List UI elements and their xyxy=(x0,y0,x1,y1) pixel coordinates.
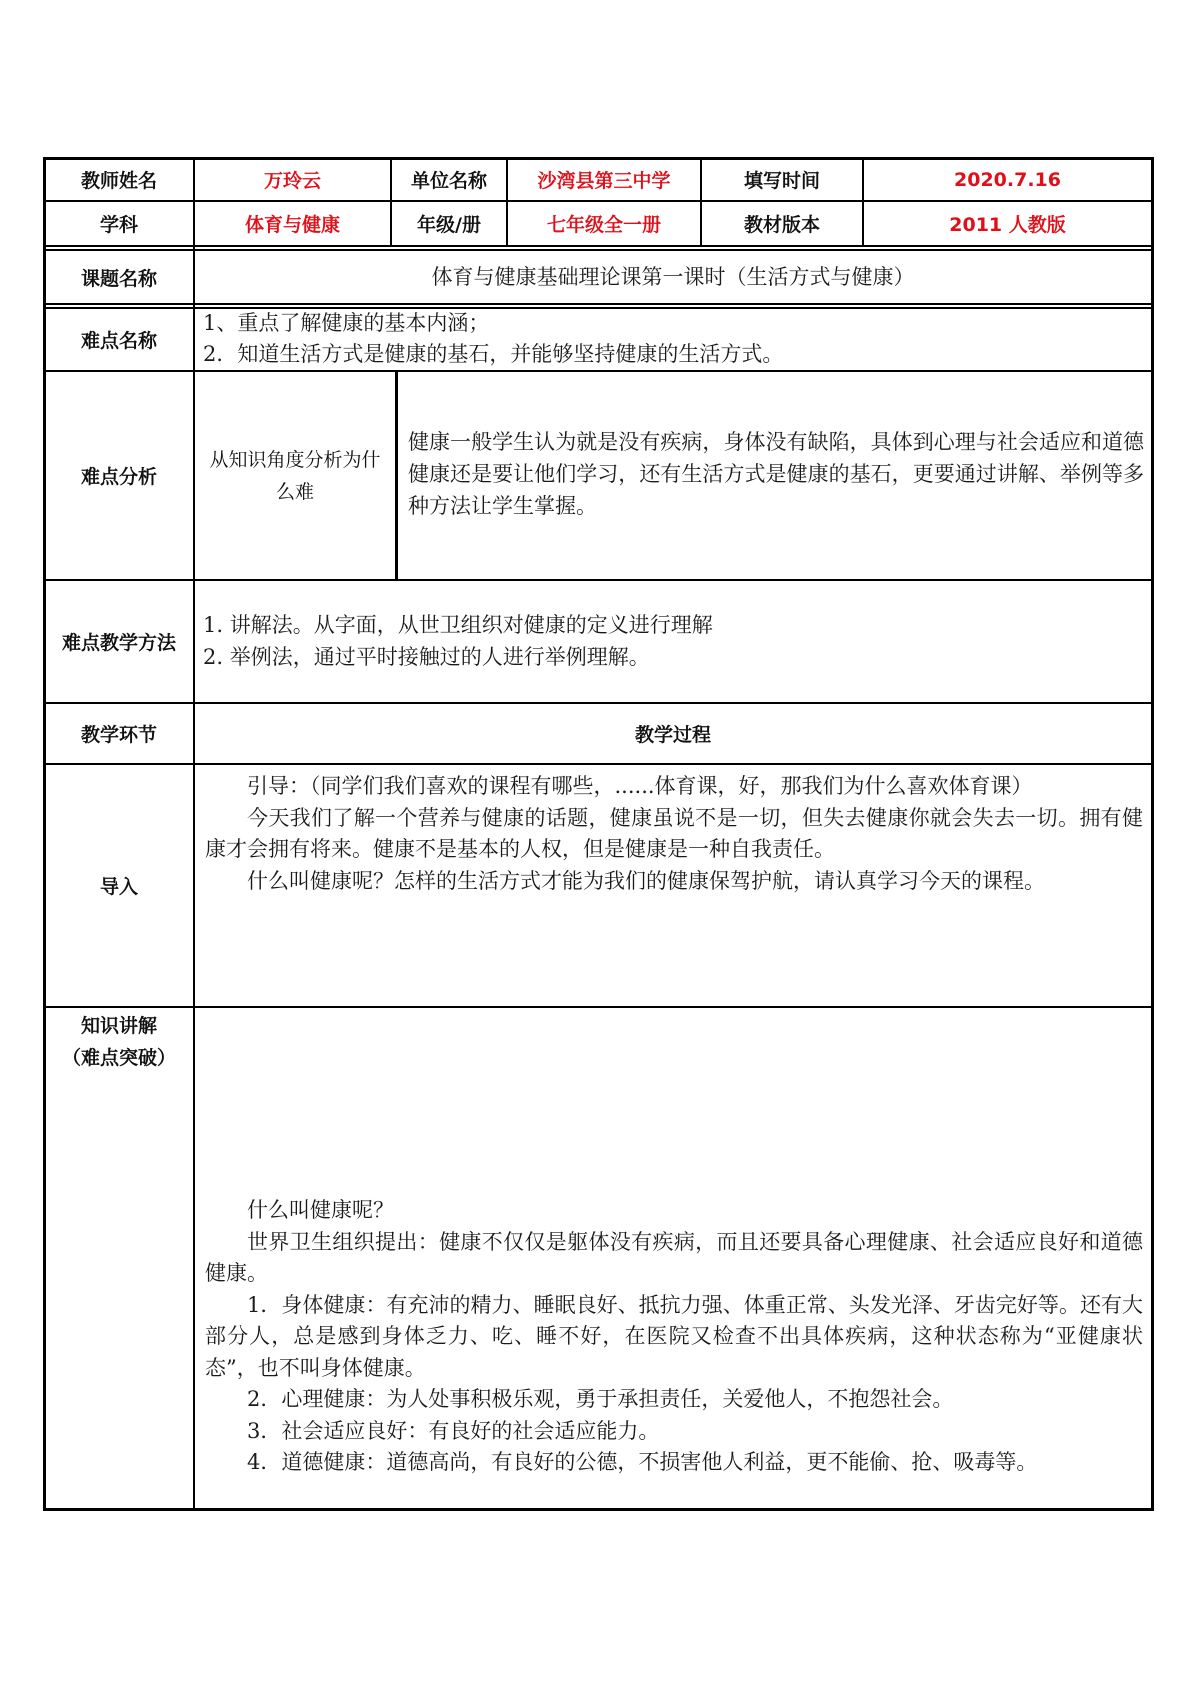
row-divider xyxy=(43,1006,1154,1008)
row-divider xyxy=(43,245,1154,247)
process-step-label: 教学环节 xyxy=(80,724,157,746)
method-item: 1. 讲解法。从字面，从世卫组织对健康的定义进行理解 xyxy=(203,613,713,637)
knowledge-paragraph: 4．道德健康：道德高尚，有良好的公德，不损害他人利益，更不能偷、抢、吸毒等。 xyxy=(247,1450,1038,1474)
knowledge-paragraph: 1．身体健康：有充沛的精力、睡眠良好、抵抗力强、体重正常、头发光泽、牙齿完好等。还有大部分人，总是感到身体乏力、吃、睡不好，在医院又检查不出具体疾病，这种状态称为“亚健康状态”，也不叫身体健康。 xyxy=(205,1292,1143,1380)
table-border-right xyxy=(1151,157,1154,1510)
difficulty-item: 1、重点了解健康的基本内涵； xyxy=(203,311,490,335)
intro-paragraph: 今天我们了解一个营养与健康的话题，健康虽说不是一切，但失去健康你就会失去一切。拥有健康才会拥有将来。健康不是基本的人权，但是健康是一种自我责任。 xyxy=(205,805,1143,861)
grade-label: 年级/册 xyxy=(417,214,481,236)
unit-name-label: 单位名称 xyxy=(410,170,487,192)
knowledge-paragraph: 什么叫健康呢？ xyxy=(247,1198,394,1222)
difficulty-content xyxy=(203,308,1143,370)
edition-value: 2011 人教版 xyxy=(949,214,1066,236)
method-item: 2. 举例法，通过平时接触过的人进行举例理解。 xyxy=(203,645,650,669)
row-divider xyxy=(43,579,1154,581)
grade-value: 七年级全一册 xyxy=(546,214,661,236)
method-content xyxy=(203,609,1143,673)
process-header-value: 教学过程 xyxy=(634,724,711,746)
label-column-divider xyxy=(193,157,195,1510)
knowledge-paragraph: 世界卫生组织提出：健康不仅仅是躯体没有疾病，而且还要具备心理健康、社会适应良好和道德健康。 xyxy=(205,1229,1143,1285)
fill-date-value: 2020.7.16 xyxy=(954,168,1061,191)
intro-paragraph: 引导：（同学们我们喜欢的课程有哪些，......体育课，好，那我们为什么喜欢体育课） xyxy=(247,774,1033,798)
row-divider xyxy=(43,763,1154,765)
topic-label: 课题名称 xyxy=(80,267,157,290)
knowledge-label-line1: 知识讲解 xyxy=(80,1015,157,1037)
difficulty-item: 2．知道生活方式是健康的基石，并能够坚持健康的生活方式。 xyxy=(203,342,784,366)
analysis-sub-label: 从知识角度分析为什么难 xyxy=(209,448,381,503)
subject-label: 学科 xyxy=(99,214,138,236)
subject-value: 体育与健康 xyxy=(244,214,340,236)
unit-name-value: 沙湾县第三中学 xyxy=(537,170,671,192)
topic-value: 体育与健康基础理论课第一课时（生活方式与健康） xyxy=(431,265,915,289)
knowledge-paragraph: 3．社会适应良好：有良好的社会适应能力。 xyxy=(247,1418,660,1443)
knowledge-content xyxy=(205,1195,1143,1479)
difficulty-label: 难点名称 xyxy=(80,330,157,352)
knowledge-label xyxy=(45,1010,193,1074)
edition-label: 教材版本 xyxy=(743,214,820,236)
intro-content xyxy=(205,771,1143,897)
teacher-name-label: 教师姓名 xyxy=(80,170,157,192)
analysis-inner-divider xyxy=(395,370,398,579)
analysis-label: 难点分析 xyxy=(80,466,157,488)
knowledge-label-line2: （难点突破） xyxy=(61,1047,176,1069)
table-border-bottom xyxy=(43,1508,1154,1511)
fill-date-label: 填写时间 xyxy=(743,170,820,192)
intro-label: 导入 xyxy=(99,876,138,898)
row-divider xyxy=(43,303,1154,305)
intro-paragraph: 什么叫健康呢？怎样的生活方式才能为我们的健康保驾护航，请认真学习今天的课程。 xyxy=(247,868,1045,893)
analysis-text: 健康一般学生认为就是没有疾病，身体没有缺陷，具体到心理与社会适应和道德健康还是要让他们学习，还有生活方式是健康的基石，更要通过讲解、举例等多种方法让学生掌握。 xyxy=(408,430,1144,518)
method-label: 难点教学方法 xyxy=(61,632,176,654)
knowledge-paragraph: 2．心理健康：为人处事积极乐观，勇于承担责任，关爱他人，不抱怨社会。 xyxy=(247,1387,954,1411)
teacher-name-value: 万玲云 xyxy=(263,170,321,192)
